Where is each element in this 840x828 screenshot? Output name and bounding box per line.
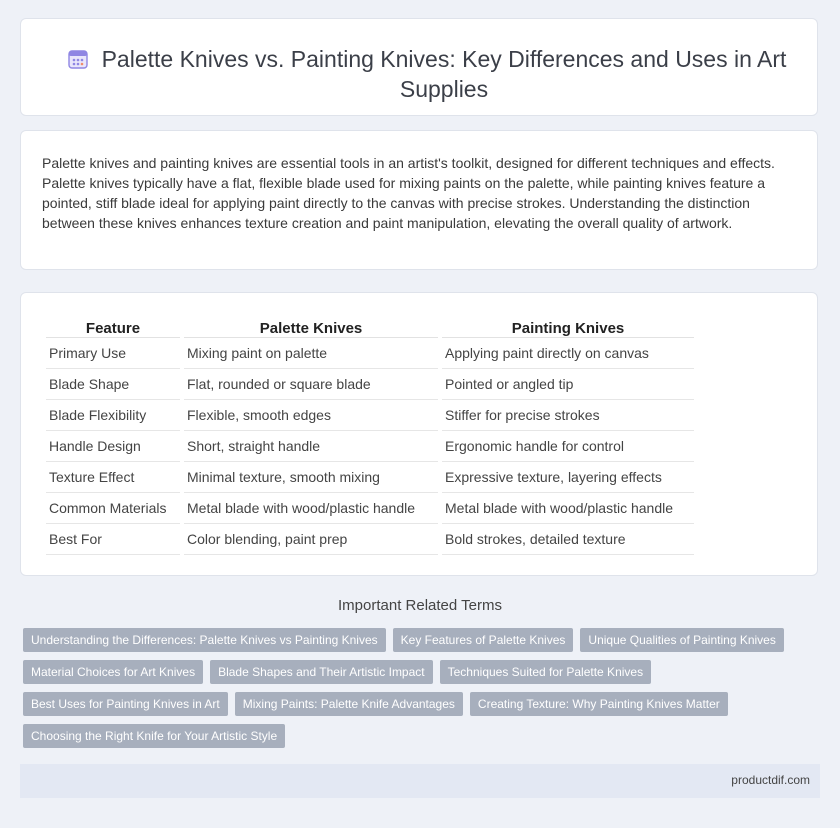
table-cell-feature: Blade Flexibility: [46, 400, 180, 431]
table-cell-palette: Flat, rounded or square blade: [184, 369, 438, 400]
table-row: [46, 462, 694, 493]
table-cell-palette: Mixing paint on palette: [184, 338, 438, 369]
related-term-tag[interactable]: Creating Texture: Why Painting Knives Matter: [470, 692, 728, 716]
related-term-tag[interactable]: Mixing Paints: Palette Knife Advantages: [235, 692, 463, 716]
related-term-tag[interactable]: Key Features of Palette Knives: [393, 628, 574, 652]
table-cell-painting: Stiffer for precise strokes: [442, 400, 694, 431]
related-term-tag[interactable]: Blade Shapes and Their Artistic Impact: [210, 660, 433, 684]
related-term-tag[interactable]: Unique Qualities of Painting Knives: [580, 628, 783, 652]
comparison-table: [42, 313, 698, 555]
page-title: [91, 44, 797, 104]
table-cell-painting: Applying paint directly on canvas: [442, 338, 694, 369]
column-header-palette-knives: Palette Knives: [184, 313, 438, 338]
table-cell-palette: Minimal texture, smooth mixing: [184, 462, 438, 493]
table-row: [46, 431, 694, 462]
column-header-painting-knives: Painting Knives: [442, 313, 694, 338]
calendar-icon: [67, 48, 89, 70]
column-header-feature: Feature: [46, 313, 180, 338]
table-cell-feature: Blade Shape: [46, 369, 180, 400]
related-terms-heading: Important Related Terms: [338, 597, 502, 614]
table-row: [46, 338, 694, 369]
table-cell-feature: Common Materials: [46, 493, 180, 524]
table-cell-palette: Metal blade with wood/plastic handle: [184, 493, 438, 524]
related-term-tag[interactable]: Techniques Suited for Palette Knives: [440, 660, 651, 684]
related-term-tag[interactable]: Understanding the Differences: Palette Knives vs Painting Knives: [23, 628, 386, 652]
table-cell-feature: Texture Effect: [46, 462, 180, 493]
footer-site-name[interactable]: productdif.com: [731, 773, 810, 787]
table-row: [46, 493, 694, 524]
table-cell-feature: Handle Design: [46, 431, 180, 462]
table-header-row: [46, 313, 694, 338]
table-cell-palette: Short, straight handle: [184, 431, 438, 462]
table-cell-painting: Pointed or angled tip: [442, 369, 694, 400]
header-card: [20, 18, 818, 116]
related-term-tag[interactable]: Material Choices for Art Knives: [23, 660, 203, 684]
table-cell-palette: Color blending, paint prep: [184, 524, 438, 555]
table-cell-feature: Primary Use: [46, 338, 180, 369]
table-row: [46, 400, 694, 431]
table-cell-painting: Ergonomic handle for control: [442, 431, 694, 462]
intro-card: [20, 130, 818, 270]
table-cell-feature: Best For: [46, 524, 180, 555]
related-terms-list: [23, 628, 813, 748]
table-cell-painting: Expressive texture, layering effects: [442, 462, 694, 493]
page-title-text: Palette Knives vs. Painting Knives: Key Differences and Uses in Art Supplies: [101, 46, 787, 102]
intro-paragraph: Palette knives and painting knives are essential tools in an artist's toolkit, designed for different techniques and effects. Palette knives typically have a flat, flexible blade used for mixing paints on the palette, while painting knives feature a pointed, stiff blade ideal for applying paint directly to the canvas with precise strokes. Understanding the distinction between these knives enhances texture creation and paint manipulation, elevating the overall quality of artwork.: [42, 155, 775, 231]
table-cell-painting: Bold strokes, detailed texture: [442, 524, 694, 555]
table-cell-painting: Metal blade with wood/plastic handle: [442, 493, 694, 524]
footer: [20, 764, 820, 798]
table-cell-palette: Flexible, smooth edges: [184, 400, 438, 431]
related-term-tag[interactable]: Best Uses for Painting Knives in Art: [23, 692, 228, 716]
related-term-tag[interactable]: Choosing the Right Knife for Your Artistic Style: [23, 724, 285, 748]
table-row: [46, 524, 694, 555]
table-row: [46, 369, 694, 400]
comparison-card: [20, 292, 818, 576]
